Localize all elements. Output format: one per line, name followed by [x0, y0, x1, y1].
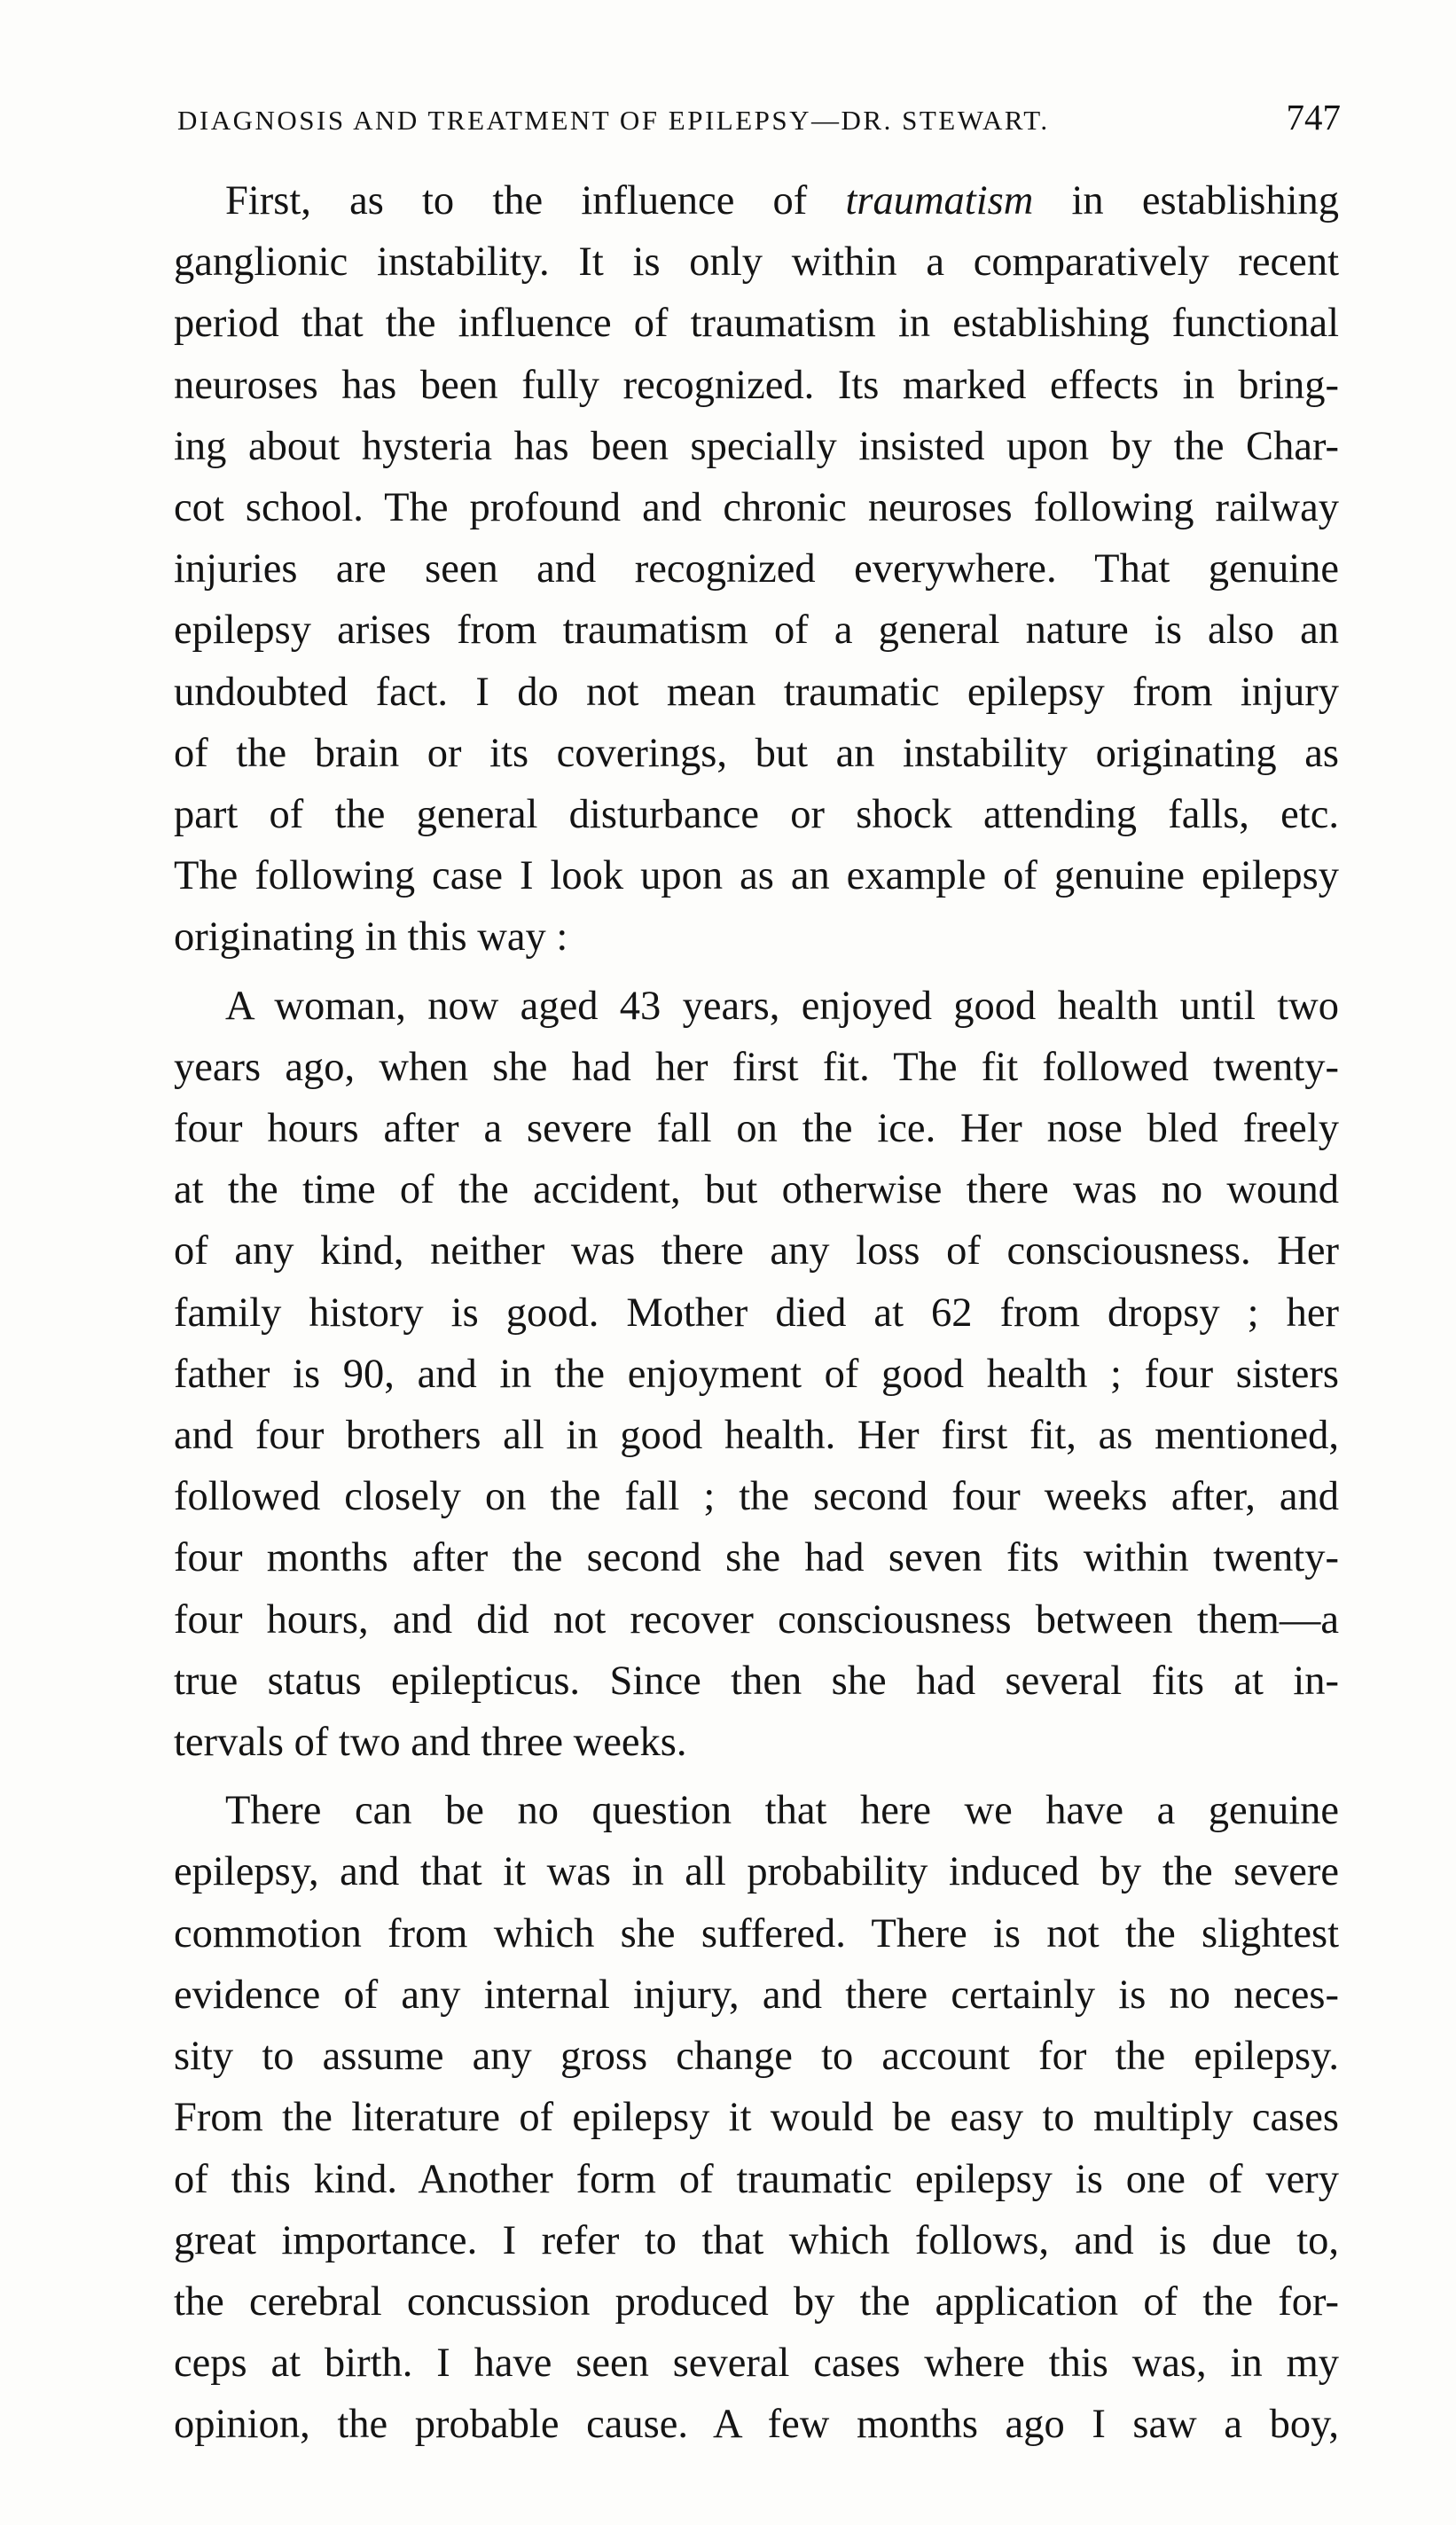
text-line: undoubted fact. I do not mean traumatic epilepsy from injury — [174, 669, 1339, 715]
text-line: years ago, when she had her first fit. The fit followed twenty- — [174, 1044, 1339, 1090]
text-line: opinion, the probable cause. A few months ago I saw a boy, — [174, 2402, 1339, 2448]
text-line: A woman, now aged 43 years, enjoyed good health until two — [225, 983, 1339, 1029]
body-text — [122, 170, 1339, 2456]
text-line: family history is good. Mother died at 62 from dropsy ; her — [174, 1290, 1339, 1336]
text-line: ganglionic instability. It is only within a comparatively recent — [174, 239, 1339, 286]
paragraph-discussion — [122, 1780, 1339, 2455]
text-line: tervals of two and three weeks. — [174, 1720, 687, 1766]
text-line: of the brain or its coverings, but an instability originating as — [174, 730, 1339, 776]
text-line: First, as to the influence of traumatism in establishing — [225, 178, 1339, 223]
text-line: sity to assume any gross change to account for the epilepsy. — [174, 2034, 1339, 2080]
text-line: cot school. The profound and chronic neuroses following railway — [174, 485, 1339, 531]
text-line: of this kind. Another form of traumatic epilepsy is one of very — [174, 2156, 1339, 2202]
text-line: part of the general disturbance or shock attending falls, etc. — [174, 792, 1339, 838]
text-line: neuroses has been fully recognized. Its marked effects in bring- — [174, 362, 1339, 408]
text-line: true status epilepticus. Since then she had several fits at in- — [174, 1658, 1339, 1704]
page-number: 747 — [1286, 97, 1341, 137]
text-line: There can be no question that here we have a genuine — [225, 1788, 1339, 1834]
text-line: ing about hysteria has been specially insisted upon by the Char- — [174, 423, 1339, 469]
text-line: The following case I look upon as an example of genuine epilepsy — [174, 853, 1339, 899]
text-line: period that the influence of traumatism in establishing functional — [174, 301, 1339, 347]
text-line: originating in this way : — [174, 914, 568, 961]
text-line: and four brothers all in good health. Her first fit, as mentioned, — [174, 1413, 1339, 1459]
emphasis-traumatism: traumatism — [845, 178, 1034, 223]
text-line: the cerebral concussion produced by the application of the for- — [174, 2278, 1339, 2325]
text-line: evidence of any internal injury, and there certainly is no neces- — [174, 1972, 1339, 2018]
text-line: father is 90, and in the enjoyment of good health ; four sisters — [174, 1351, 1339, 1397]
text-line: epilepsy arises from traumatism of a general nature is also an — [174, 608, 1339, 654]
text-line: of any kind, neither was there any loss of consciousness. Her — [174, 1228, 1339, 1274]
text-line: commotion from which she suffered. There is not the slightest — [174, 1910, 1339, 1956]
text-line: From the literature of epilepsy it would be easy to multiply cases — [174, 2095, 1339, 2141]
paragraph-case-report — [122, 976, 1339, 1774]
text-line: four hours, and did not recover consciousness between them—a — [174, 1596, 1339, 1643]
text-line: at the time of the accident, but otherwise there was no wound — [174, 1167, 1339, 1213]
text-line: ceps at birth. I have seen several cases where this was, in my — [174, 2341, 1339, 2387]
text-line: four months after the second she had seven fits within twenty- — [174, 1535, 1339, 1581]
text-line: great importance. I refer to that which follows, and is due to, — [174, 2217, 1339, 2263]
running-head — [177, 96, 1341, 140]
running-title: DIAGNOSIS AND TREATMENT OF EPILEPSY—DR. STEWART. — [177, 105, 1050, 136]
text-line: four hours after a severe fall on the ice. Her nose bled freely — [174, 1106, 1339, 1152]
paragraph-traumatism — [122, 170, 1339, 968]
text-line: followed closely on the fall ; the second four weeks after, and — [174, 1474, 1339, 1520]
text-line: injuries are seen and recognized everywhere. That genuine — [174, 546, 1339, 592]
text-line: epilepsy, and that it was in all probability induced by the severe — [174, 1849, 1339, 1895]
